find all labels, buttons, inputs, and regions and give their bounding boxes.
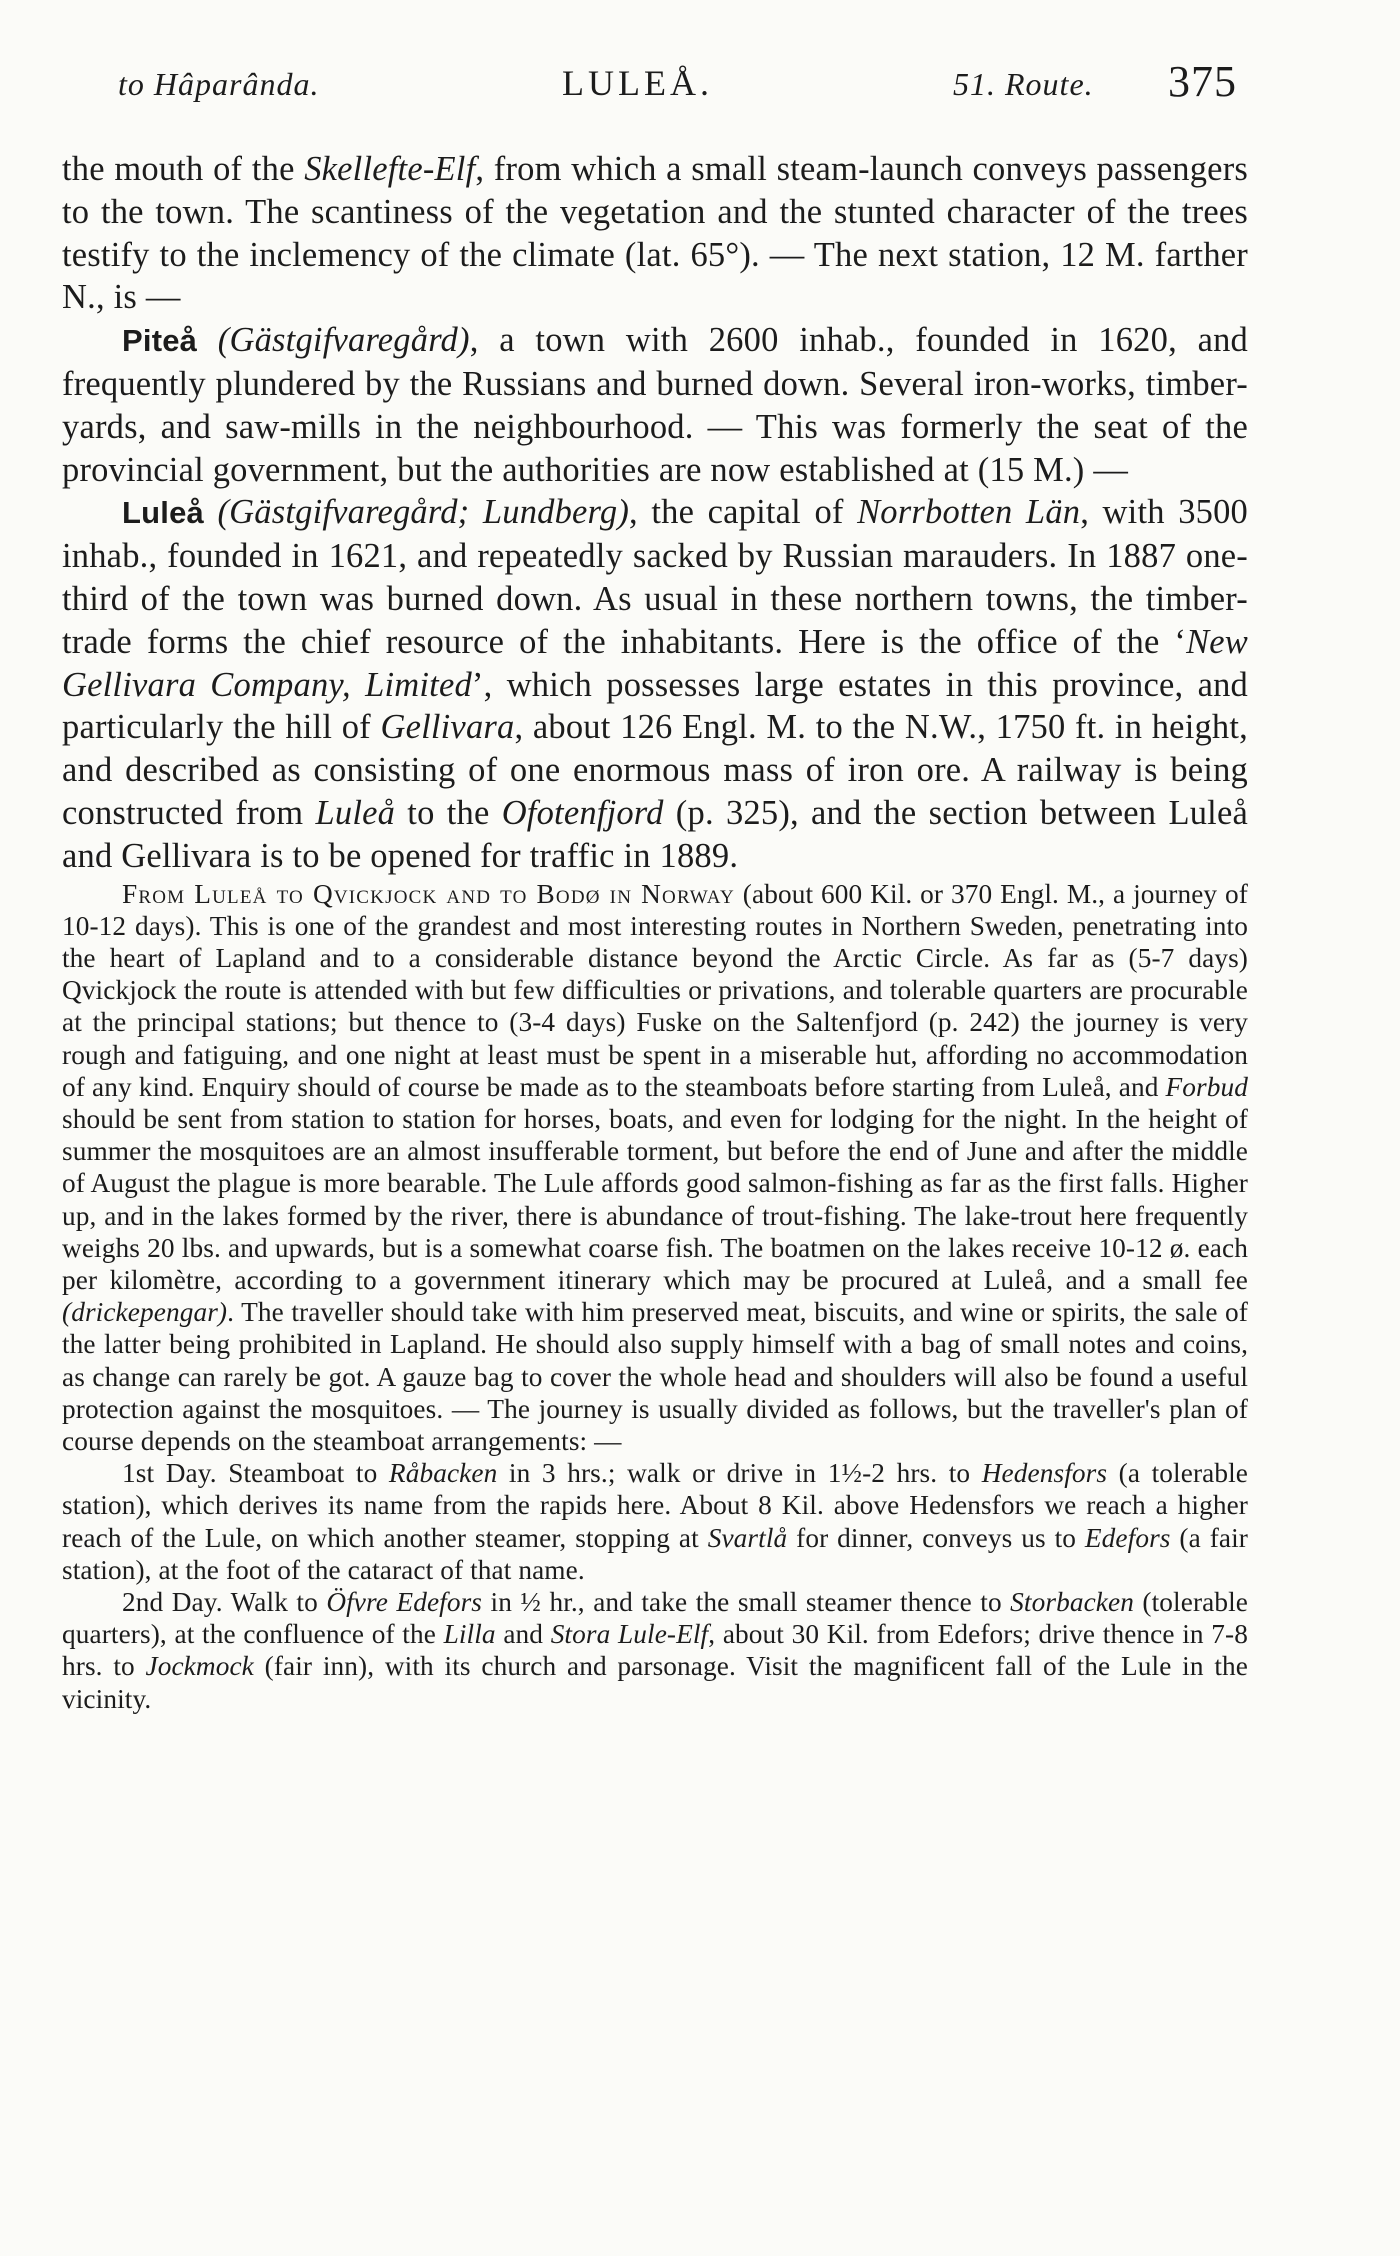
paragraph-skellefte bbox=[62, 148, 1248, 319]
text-run: in 3 hrs.; walk or drive in 1½-2 hrs. to bbox=[497, 1458, 982, 1489]
page-number: 375 bbox=[1168, 57, 1237, 106]
italic-run: New Gellivara Company, Limited bbox=[62, 622, 1248, 704]
paragraph-lulea bbox=[62, 491, 1248, 877]
text-run: ’, which possesses large estates in this province, and particularly the hill of bbox=[62, 665, 1248, 747]
text-run: (a fair station), at the foot of the cataract of that name. bbox=[62, 1522, 1248, 1585]
italic-run: Jockmock bbox=[145, 1651, 254, 1682]
header-left-title: to Hâparânda. bbox=[118, 66, 320, 102]
text-run: , a town with 2600 inhab., founded in 1620, and frequently plundered by the Russians and burned down. Several iron-works, timber-yards, and saw-mills in the neighbourhood. — This was formerly the seat of the provincial government, but the authorities are now established at (15 M.) — bbox=[62, 321, 1248, 489]
italic-run: Ofotenfjord bbox=[501, 793, 664, 832]
italic-run: Storbacken bbox=[1010, 1587, 1134, 1618]
text-run: and bbox=[495, 1619, 551, 1650]
italic-run: Norrbotten Län bbox=[857, 493, 1081, 532]
text-run: 2nd Day. Walk to bbox=[122, 1587, 327, 1618]
text-run: 1st Day. Steamboat to bbox=[122, 1458, 389, 1489]
italic-run: Öfvre Edefors bbox=[326, 1587, 483, 1618]
text-run: in ½ hr., and take the small steamer thence to bbox=[482, 1587, 1011, 1618]
italic-run: Lilla bbox=[443, 1619, 496, 1650]
place-name-pitea: Piteå bbox=[122, 323, 198, 359]
italic-run: Hedensfors bbox=[981, 1458, 1108, 1489]
text-run: , about 126 Engl. M. to the N.W., 1750 ft. in height, and described as consisting of one enormous mass of iron ore. A railway is being constructed from bbox=[62, 708, 1248, 832]
page-body bbox=[62, 148, 1248, 1715]
running-header bbox=[0, 58, 1400, 118]
text-run: (a tolerable station), which derives its name from the rapids here. About 8 Kil. above Hedensfors we reach a higher reach of the Lule, on which another steamer, stopping at bbox=[62, 1458, 1249, 1553]
italic-run: (drickepengar) bbox=[62, 1297, 228, 1328]
italic-run: Råbacken bbox=[388, 1458, 498, 1489]
text-run: (about 600 Kil. or 370 Engl. M., a journey of 10-12 days). This is one of the grandest and most interesting routes in Northern Sweden, penetrating into the heart of Lapland and to a considerable distance beyond the Arctic Circle. As far as (5-7 days) Qvickjock the route is attended with but few difficulties or privations, and tolerable quarters are procurable at the principal stations; but thence to (3-4 days) Fuske on the Saltenfjord (p. 242) the journey is very rough and fatiguing, and one night at least must be spent in a miserable hut, affording no accommodation of any kind. Enquiry should of course be made as to the steamboats before starting from Luleå, and bbox=[62, 878, 1248, 1102]
italic-run: (Gästgifvaregård) bbox=[197, 321, 470, 360]
text-run: , about 30 Kil. from Edefors; drive thence in 7-8 hrs. to bbox=[62, 1619, 1248, 1682]
text-run: should be sent from station to station for horses, boats, and even for lodging for the night. In the height of summer the mosquitoes are an almost insufferable torment, but before the end of June and after the middle of August the plague is more bearable. The Lule affords good salmon-fishing as far as the first falls. Higher up, and in the lakes formed by the river, there is abundance of trout-fishing. The lake-trout here frequently weighs 20 lbs. and upwards, but is a somewhat coarse fish. The boatmen on the lakes receive 10-12 ø. each per kilomètre, according to a government itinerary which may be procured at Luleå, and a small fee bbox=[62, 1103, 1248, 1295]
italic-run: Stora Lule-Elf bbox=[550, 1619, 709, 1650]
italic-run: Skellefte-Elf bbox=[304, 150, 476, 188]
paragraph-route-excursion bbox=[62, 878, 1248, 1458]
text-run: (tolerable quarters), at the confluence of the bbox=[62, 1587, 1249, 1650]
small-caps-heading: From Luleå to Qvickjock and to Bodø in Norway bbox=[122, 878, 735, 909]
text-run: (fair inn), with its church and parsonage. Visit the magnificent fall of the Lule in the vicinity. bbox=[62, 1651, 1248, 1714]
italic-run: (Gästgifvaregård; Lundberg) bbox=[203, 493, 630, 532]
paragraph-pitea bbox=[62, 319, 1248, 491]
italic-run: Edefors bbox=[1084, 1522, 1171, 1553]
italic-run: Forbud bbox=[1165, 1071, 1248, 1102]
text-run: to the bbox=[395, 793, 502, 832]
paragraph-day-1 bbox=[62, 1457, 1248, 1586]
italic-run: Svartlå bbox=[707, 1522, 788, 1553]
paragraph-day-2 bbox=[62, 1586, 1248, 1715]
text-run: , from which a small steam-launch conveys passengers to the town. The scantiness of the vegetation and the stunted character of the trees testify to the inclemency of the climate (lat. 65°). — The next station, 12 M. farther N., is — bbox=[62, 150, 1249, 317]
italic-run: Luleå bbox=[315, 793, 396, 832]
header-route-label: 51. Route. bbox=[953, 66, 1094, 102]
text-run: , with 3500 inhab., founded in 1621, and repeatedly sacked by Russian marauders. In 1887 one-third of the town was burned down. As usual in these northern towns, the timber-trade forms the chief resource of the inhabitants. Here is the office of the ‘ bbox=[62, 493, 1248, 661]
text-run: the mouth of the bbox=[62, 150, 305, 188]
text-run: , the capital of bbox=[629, 493, 858, 532]
place-name-lulea: Luleå bbox=[122, 495, 204, 531]
text-run: for dinner, conveys us to bbox=[787, 1522, 1085, 1553]
text-run: (p. 325), and the section between Luleå and Gellivara is to be opened for traffic in 1889. bbox=[62, 793, 1248, 875]
text-run: . The traveller should take with him preserved meat, biscuits, and wine or spirits, the sale of the latter being prohibited in Lapland. He should also supply himself with a bag of small notes and coins, as change can rarely be got. A gauze bag to cover the whole head and shoulders will also be found a useful protection against the mosquitoes. — The journey is usually divided as follows, but the traveller's plan of course depends on the steamboat arrangements: — bbox=[62, 1297, 1248, 1456]
header-center-title: LULEÅ. bbox=[562, 63, 713, 103]
italic-run: Gellivara bbox=[380, 708, 515, 747]
